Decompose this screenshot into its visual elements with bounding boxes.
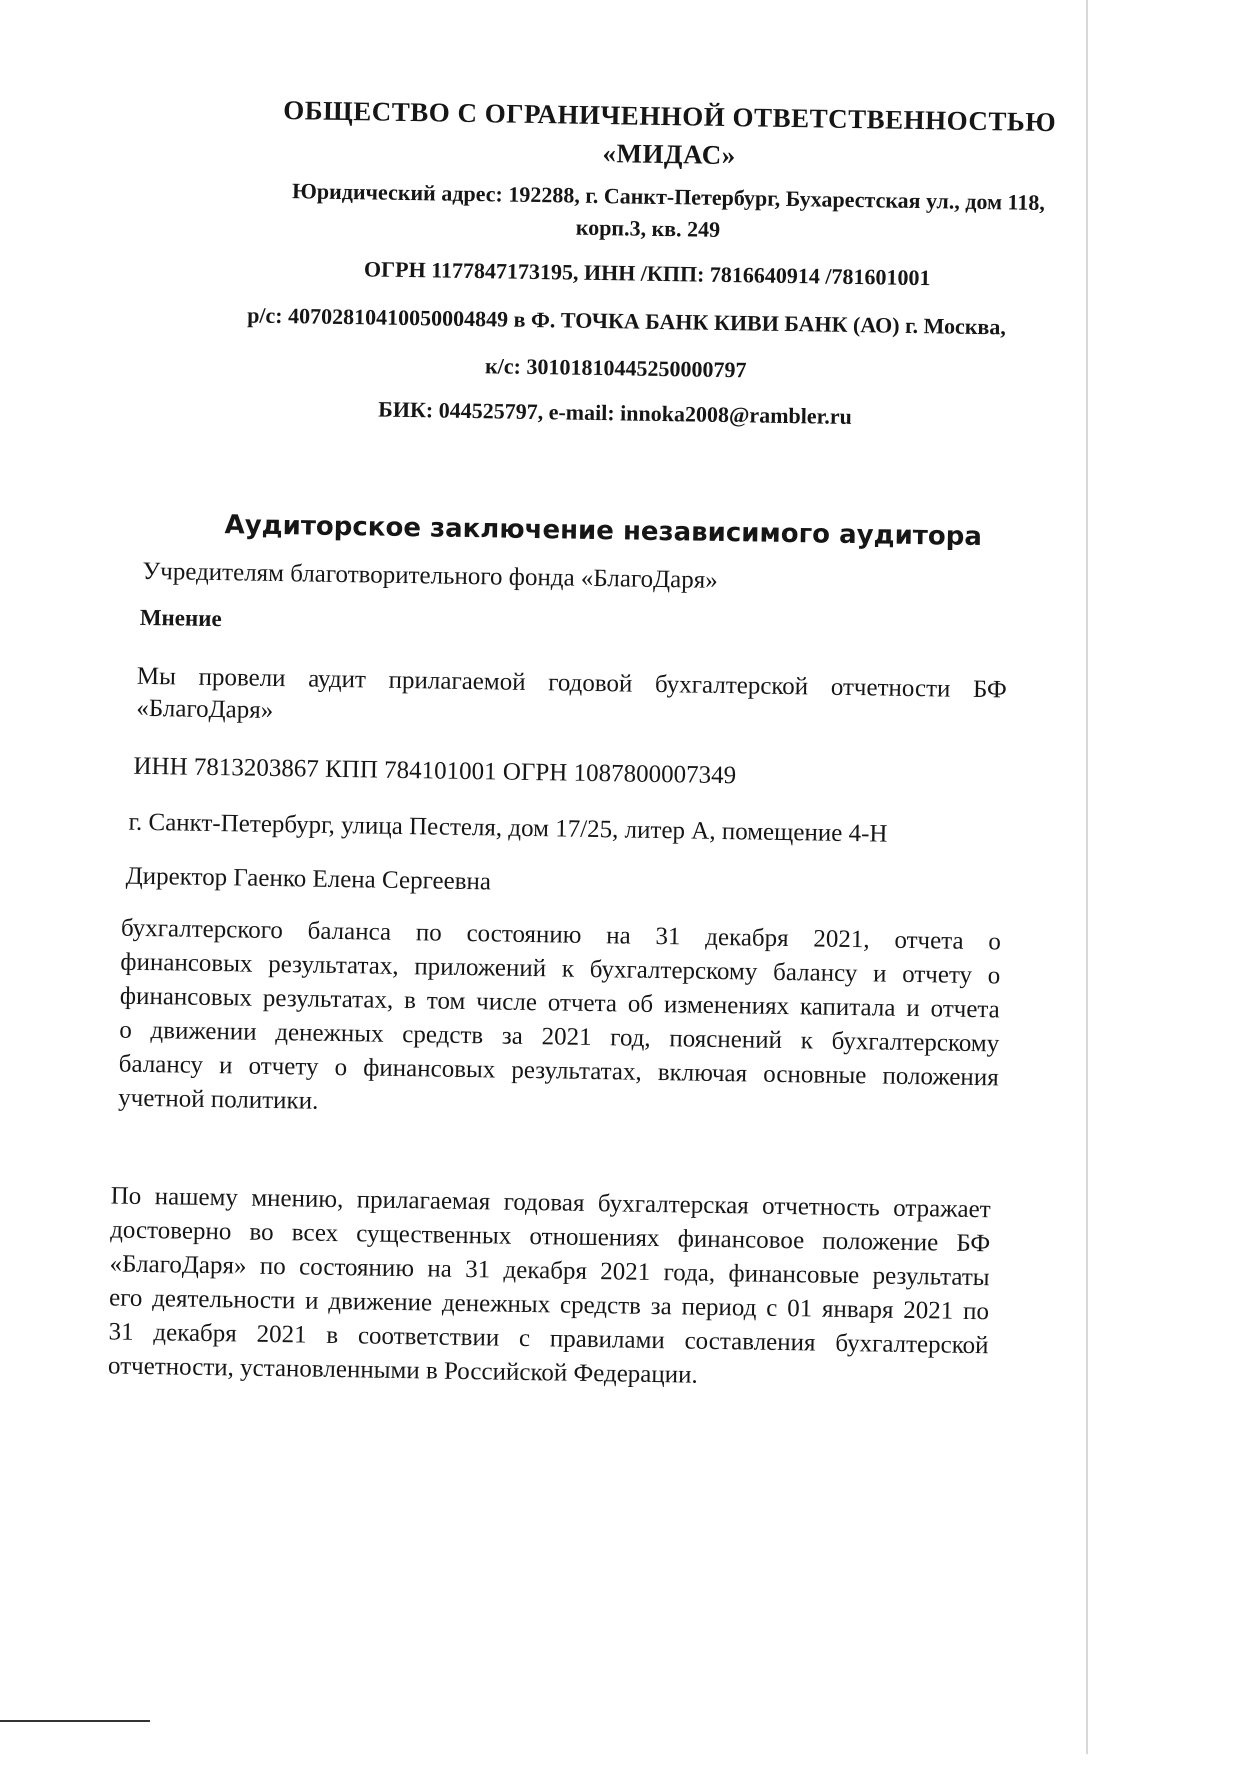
opinion-line: 31 декабря 2021 в соответствии с правилами составления бухгалтерской — [108, 1318, 989, 1360]
legal-address-cont: корп.3, кв. 249 — [575, 214, 721, 242]
intro-line: «БлагоДаря» — [136, 694, 274, 724]
scope-line: учетной политики. — [118, 1084, 319, 1115]
opinion-line: его деятельности и движение денежных средств за период с 01 января 2021 по — [108, 1284, 990, 1326]
ogrn-inn-kpp: ОГРН 1177847173195, ИНН /КПП: 7816640914 /781601001 — [363, 256, 931, 291]
intro-line: Мы провели аудит прилагаемой годовой бухгалтерской отчетности БФ — [136, 662, 1007, 704]
opinion-line: «БлагоДаря» по состоянию на 31 декабря 2021 года, финансовые результаты — [109, 1250, 990, 1292]
client-director: Директор Гаенко Елена Сергеевна — [125, 862, 492, 896]
scope-line: финансовых результатах, приложений к бухгалтерскому балансу и отчету о — [120, 948, 1001, 990]
client-ids: ИНН 7813203867 КПП 784101001 ОГРН 1087800007349 — [133, 752, 737, 790]
opinion-line: По нашему мнению, прилагаемая годовая бухгалтерская отчетность отражает — [110, 1182, 991, 1224]
company-name: ОБЩЕСТВО С ОГРАНИЧЕННОЙ ОТВЕТСТВЕННОСТЬЮ — [283, 95, 1057, 138]
section-heading-opinion: Мнение — [139, 604, 222, 632]
company-short-name: «МИДАС» — [602, 138, 736, 171]
client-address: г. Санкт-Петербург, улица Пестеля, дом 17/25, литер А, помещение 4-Н — [128, 808, 888, 848]
bank-account: р/с: 40702810410050004849 в Ф. ТОЧКА БАНК КИВИ БАНК (АО) г. Москва, — [246, 302, 1007, 340]
correspondent-account: к/с: 30101810445250000797 — [484, 353, 747, 383]
scope-line: бухгалтерского баланса по состоянию на 31 декабря 2021, отчета о — [120, 914, 1002, 956]
scope-line: балансу и отчету о финансовых результатах, включая основные положения — [118, 1050, 999, 1092]
legal-address: Юридический адрес: 192288, г. Санкт-Петербург, Бухарестская ул., дом 118, — [291, 178, 1046, 215]
scope-line: финансовых результатах, в том числе отчета об изменениях капитала и отчета — [119, 982, 1000, 1024]
bik-email: БИК: 044525797, e-mail: innoka2008@rambler.ru — [378, 396, 853, 429]
opinion-line: отчетности, установленными в Российской Федерации. — [107, 1352, 698, 1389]
document-title: Аудиторское заключение независимого аудитора — [224, 510, 983, 553]
addressee: Учредителям благотворительного фонда «БлагоДаря» — [142, 557, 718, 594]
opinion-line: достоверно во всех существенных отношениях финансовое положение БФ — [109, 1216, 991, 1258]
scope-line: о движении денежных средств за 2021 год, пояснений к бухгалтерскому — [119, 1016, 1000, 1058]
